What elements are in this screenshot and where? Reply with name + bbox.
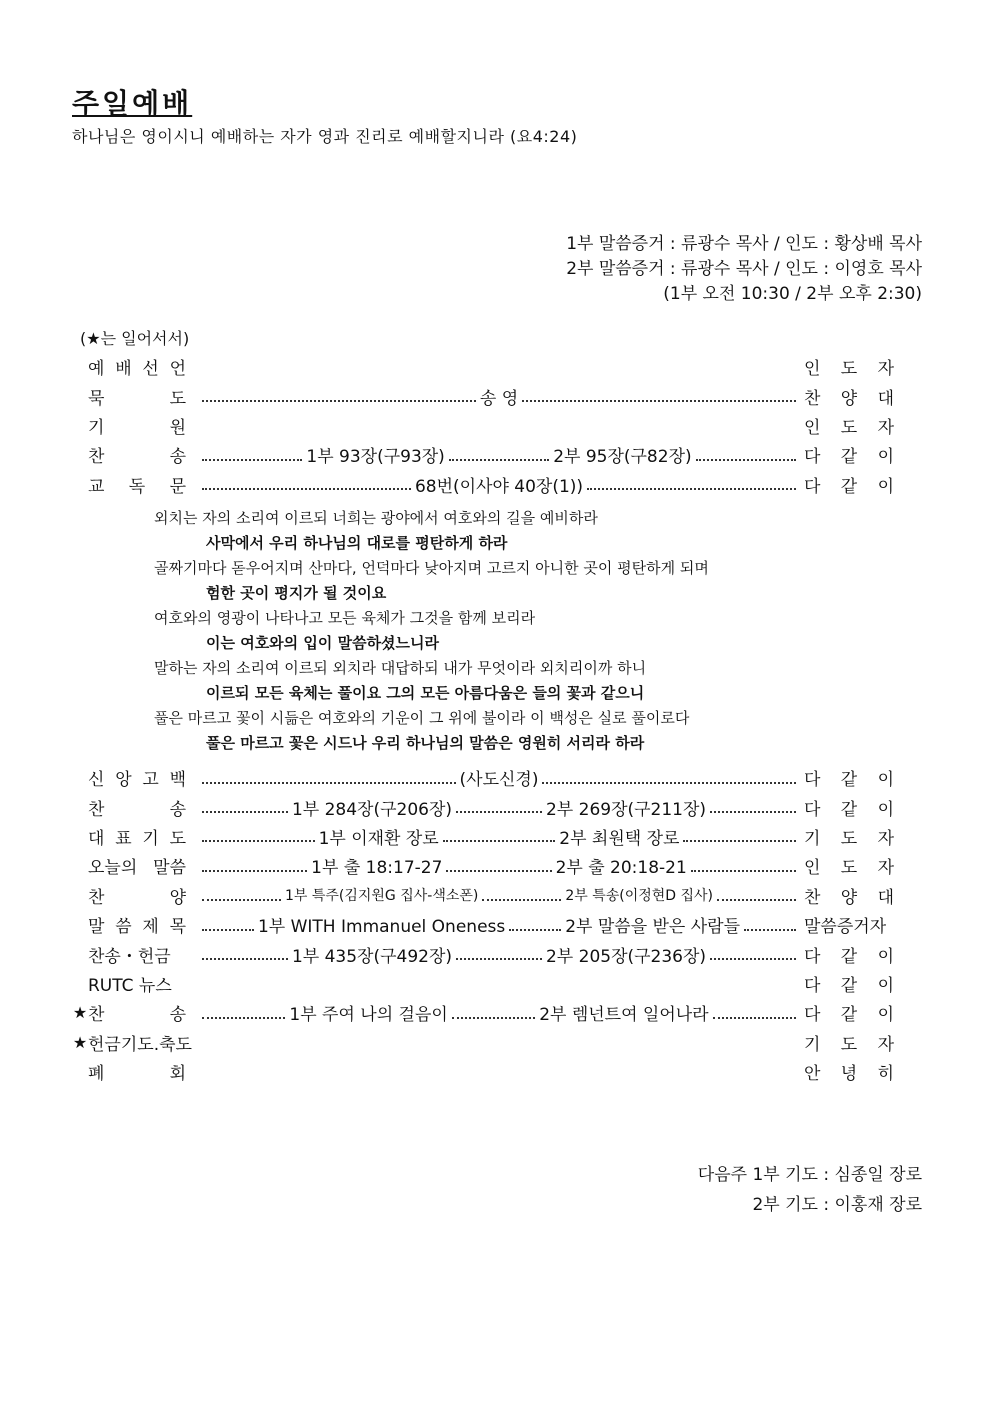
order-item-text: 1부 주여 나의 걸음이 [289, 1005, 448, 1026]
dot-leader [202, 488, 411, 490]
order-item-text: 1부 특주(김지원G 집사-색소폰) [284, 888, 479, 905]
role-char: 같 [840, 799, 858, 820]
order-item-text: 1부 435장(구492장) [291, 946, 453, 967]
order-row [72, 381, 894, 410]
preacher-info [566, 232, 922, 307]
order-row [72, 881, 894, 910]
order-item-label [88, 384, 194, 409]
dot-leader [710, 811, 796, 813]
role-char: 다 [804, 770, 821, 791]
order-item-text: 1부 284장(구206장) [291, 799, 453, 820]
label-char: 기 [88, 417, 105, 438]
responsive-reading [154, 506, 709, 756]
order-item-label [88, 795, 194, 820]
preacher-line-2: 2부 말씀증거 : 류광수 목사 / 인도 : 이영호 목사 [566, 259, 922, 279]
next-week-line-1: 다음주 1부 기도 : 심종일 장로 [697, 1165, 922, 1185]
label-char: 앙 [115, 770, 132, 791]
label-char: 신 [88, 770, 105, 791]
order-item-role [804, 354, 894, 379]
label-char: 백 [169, 770, 186, 791]
order-item-role [804, 765, 894, 790]
order-item-detail [194, 366, 804, 368]
role-char: 이 [877, 946, 894, 967]
dot-leader [542, 782, 796, 784]
order-row [72, 969, 894, 998]
order-item-role [804, 472, 894, 497]
order-item-role [804, 942, 894, 967]
label-char: 독 [128, 476, 146, 497]
order-item-detail [194, 765, 804, 790]
role-char: 기 [804, 1034, 821, 1055]
order-item-text: 2부 출 20:18-21 [555, 858, 687, 879]
role-char: 이 [877, 975, 894, 996]
role-char: 도 [840, 417, 858, 438]
role-char: 기 [804, 828, 821, 849]
label-char: 오늘의 [88, 858, 138, 879]
role-char: 찬 [804, 887, 821, 908]
order-item-text: 2부 269장(구211장) [545, 799, 707, 820]
order-item-text: 1부 이재환 장로 [318, 828, 439, 849]
dot-leader [202, 782, 456, 784]
preacher-line-1: 1부 말씀증거 : 류광수 목사 / 인도 : 황상배 목사 [566, 234, 922, 254]
role-char: 다 [804, 946, 821, 967]
order-item-text: 2부 205장(구236장) [545, 946, 707, 967]
stand-note: (★는 일어서서) [80, 329, 190, 348]
label-char: 양 [169, 887, 186, 908]
order-item-role [804, 1059, 894, 1084]
order-row [72, 763, 894, 792]
label-char: 묵 [88, 388, 105, 409]
order-item-role [804, 824, 894, 849]
reading-response: 사막에서 우리 하나님의 대로를 평탄하게 하라 [206, 534, 508, 552]
order-item-role [804, 853, 894, 878]
order-item-text: (사도신경) [459, 770, 539, 791]
next-week-line-2: 2부 기도 : 이홍재 장로 [752, 1195, 922, 1215]
order-item-detail [194, 1041, 804, 1043]
dot-leader [456, 811, 542, 813]
order-row [72, 822, 894, 851]
next-week-prayer [698, 1160, 922, 1220]
order-item-role [804, 971, 894, 996]
order-item-detail [194, 824, 804, 849]
order-item-text: 68번(이사야 40장(1)) [414, 476, 584, 497]
order-item-detail [194, 795, 804, 820]
order-item-detail [194, 982, 804, 984]
role-char: 인 [804, 359, 821, 380]
label-char: 고 [142, 770, 159, 791]
stand-star: ★ [72, 1003, 88, 1023]
dot-leader [717, 899, 796, 901]
dot-leader [587, 488, 796, 490]
order-item-label [88, 1000, 194, 1025]
dot-leader [202, 870, 307, 872]
order-item-text: 2부 특송(이정현D 집사) [565, 888, 714, 905]
order-item-detail [194, 442, 804, 467]
scripture-verse: 하나님은 영이시니 예배하는 자가 영과 진리로 예배할지니라 (요4:24) [72, 127, 578, 146]
order-item-detail [194, 885, 804, 905]
dot-leader [202, 929, 254, 931]
order-item-role [804, 795, 894, 820]
label-char: 도 [169, 828, 186, 849]
order-item-detail [194, 424, 804, 426]
role-char: 이 [877, 1005, 894, 1026]
role-char: 찬 [804, 388, 821, 409]
role-char: 같 [840, 476, 858, 497]
label-char: 문 [169, 476, 186, 497]
order-item-label [88, 354, 194, 379]
dot-leader [443, 840, 556, 842]
order-item-text: 2부 최원택 장로 [559, 828, 680, 849]
role-char: 인 [804, 858, 821, 879]
order-item-text: 2부 95장(구82장) [553, 447, 692, 468]
role-char: 말씀증거자 [804, 917, 887, 938]
order-item-detail [194, 384, 804, 409]
order-item-role [804, 883, 894, 908]
label-char: 씀 [115, 917, 132, 938]
role-char: 도 [840, 858, 858, 879]
dot-leader [452, 1017, 535, 1019]
label-char: 찬 [88, 1005, 105, 1026]
dot-leader [202, 840, 315, 842]
order-row [72, 998, 894, 1027]
role-char: 이 [877, 770, 894, 791]
role-char: 같 [840, 447, 858, 468]
order-of-service-bottom [72, 763, 894, 1086]
order-item-label [88, 883, 194, 908]
role-char: 같 [840, 946, 858, 967]
label-char: 말 [88, 917, 105, 938]
order-item-label [88, 413, 194, 438]
dot-leader [482, 899, 561, 901]
dot-leader [522, 400, 796, 402]
dot-leader [202, 811, 288, 813]
label-char: 배 [115, 359, 132, 380]
role-char: 이 [877, 799, 894, 820]
reading-leader: 말하는 자의 소리여 이르되 외치라 대답하되 내가 무엇이라 외치리이까 하니 [154, 659, 647, 677]
order-row [72, 470, 894, 499]
order-item-label [88, 472, 194, 497]
role-char: 도 [840, 359, 858, 380]
reading-leader: 골짜기마다 돋우어지며 산마다, 언덕마다 낮아지며 고르지 아니한 곳이 평탄하게 되며 [154, 559, 709, 577]
label-char: 찬 [88, 887, 105, 908]
reading-response: 풀은 마르고 꽃은 시드나 우리 하나님의 말씀은 영원히 서리라 하라 [206, 734, 645, 752]
dot-leader [456, 958, 542, 960]
order-item-detail [194, 912, 804, 937]
service-times: (1부 오전 10:30 / 2부 오후 2:30) [663, 284, 922, 304]
order-row [72, 792, 894, 821]
dot-leader [744, 929, 796, 931]
label-char: 찬 [88, 447, 105, 468]
role-char: 양 [840, 388, 858, 409]
role-char: 다 [804, 447, 821, 468]
order-item-detail [194, 942, 804, 967]
label-char: 언 [169, 359, 186, 380]
role-char: 도 [840, 828, 858, 849]
label-char: 헌금기도.축도 [88, 1034, 192, 1055]
role-char: 자 [877, 858, 894, 879]
label-char: 원 [169, 417, 186, 438]
dot-leader [202, 899, 281, 901]
label-char: 폐 [88, 1064, 105, 1085]
label-char: 기 [142, 828, 159, 849]
dot-leader [696, 459, 796, 461]
order-row [72, 939, 894, 968]
order-item-label [88, 442, 194, 467]
role-char: 자 [877, 828, 894, 849]
role-char: 녕 [840, 1064, 858, 1085]
label-char: 송 [169, 799, 186, 820]
reading-leader: 여호와의 영광이 나타나고 모든 육체가 그것을 함께 보리라 [154, 609, 536, 627]
role-char: 같 [840, 770, 858, 791]
label-char: 예 [88, 359, 105, 380]
dot-leader [202, 958, 288, 960]
order-of-service-top [72, 352, 894, 499]
dot-leader [449, 459, 549, 461]
dot-leader [446, 870, 551, 872]
order-item-label [88, 765, 194, 790]
order-item-detail [194, 853, 804, 878]
order-item-role [804, 912, 894, 937]
dot-leader [713, 1017, 796, 1019]
order-row [72, 411, 894, 440]
order-item-label [88, 971, 194, 996]
label-char: 찬 [88, 799, 105, 820]
label-char: 대 [88, 828, 105, 849]
label-char: 찬송・헌금 [88, 946, 171, 967]
label-char: 제 [142, 917, 159, 938]
role-char: 자 [877, 359, 894, 380]
label-char: 선 [142, 359, 159, 380]
order-item-detail [194, 472, 804, 497]
dot-leader [509, 929, 561, 931]
role-char: 다 [804, 1005, 821, 1026]
reading-response: 험한 곳이 평지가 될 것이요 [206, 584, 387, 602]
role-char: 도 [840, 1034, 858, 1055]
order-item-role [804, 1000, 894, 1025]
label-char: RUTC 뉴스 [88, 975, 172, 996]
order-item-label [88, 1030, 194, 1055]
role-char: 자 [877, 1034, 894, 1055]
order-item-role [804, 1030, 894, 1055]
role-char: 대 [877, 388, 894, 409]
order-row [72, 440, 894, 469]
reading-response: 이는 여호와의 입이 말씀하셨느니라 [206, 634, 440, 652]
role-char: 같 [840, 975, 858, 996]
label-char: 목 [169, 917, 186, 938]
role-char: 이 [877, 476, 894, 497]
order-item-text: 송 영 [479, 388, 519, 409]
order-item-role [804, 413, 894, 438]
role-char: 양 [840, 887, 858, 908]
role-char: 인 [804, 417, 821, 438]
order-row [72, 1028, 894, 1057]
role-char: 다 [804, 975, 821, 996]
label-char: 표 [115, 828, 132, 849]
label-char: 송 [169, 447, 186, 468]
role-char: 다 [804, 799, 821, 820]
order-row [72, 851, 894, 880]
label-char: 도 [169, 388, 186, 409]
reading-leader: 외치는 자의 소리여 이르되 너희는 광야에서 여호와의 길을 예비하라 [154, 509, 598, 527]
reading-leader: 풀은 마르고 꽃이 시듦은 여호와의 기운이 그 위에 불이라 이 백성은 실로 풀이로다 [154, 709, 690, 727]
reading-response: 이르되 모든 육체는 풀이요 그의 모든 아름다움은 들의 꽃과 같으니 [206, 684, 645, 702]
order-item-role [804, 384, 894, 409]
order-item-label [88, 942, 194, 967]
label-char: 송 [169, 1005, 186, 1026]
order-row [72, 910, 894, 939]
dot-leader [202, 1017, 285, 1019]
order-item-label [88, 1059, 194, 1084]
order-item-text: 1부 출 18:17-27 [311, 858, 443, 879]
order-item-detail [194, 1071, 804, 1073]
stand-star: ★ [72, 1032, 88, 1052]
role-char: 다 [804, 476, 821, 497]
role-char: 안 [804, 1064, 821, 1085]
order-item-text: 1부 WITH Immanuel Oneness [257, 917, 506, 938]
order-item-role [804, 442, 894, 467]
role-char: 같 [840, 1005, 858, 1026]
order-item-label [88, 853, 194, 878]
order-item-detail [194, 1000, 804, 1025]
order-item-text: 2부 말씀을 받은 사람들 [565, 917, 741, 938]
dot-leader [683, 840, 796, 842]
label-char: 말씀 [153, 858, 186, 879]
order-item-label [88, 912, 194, 937]
dot-leader [202, 400, 476, 402]
order-row [72, 1057, 894, 1086]
role-char: 히 [877, 1064, 894, 1085]
role-char: 자 [877, 417, 894, 438]
order-item-text: 1부 93장(구93장) [306, 447, 445, 468]
role-char: 이 [877, 447, 894, 468]
order-item-label [88, 824, 194, 849]
dot-leader [202, 459, 302, 461]
label-char: 교 [88, 476, 105, 497]
page-title: 주일예배 [72, 87, 193, 120]
order-row [72, 352, 894, 381]
role-char: 대 [877, 887, 894, 908]
order-item-text: 2부 렘넌트여 일어나라 [539, 1005, 709, 1026]
dot-leader [691, 870, 796, 872]
label-char: 회 [169, 1064, 186, 1085]
dot-leader [710, 958, 796, 960]
